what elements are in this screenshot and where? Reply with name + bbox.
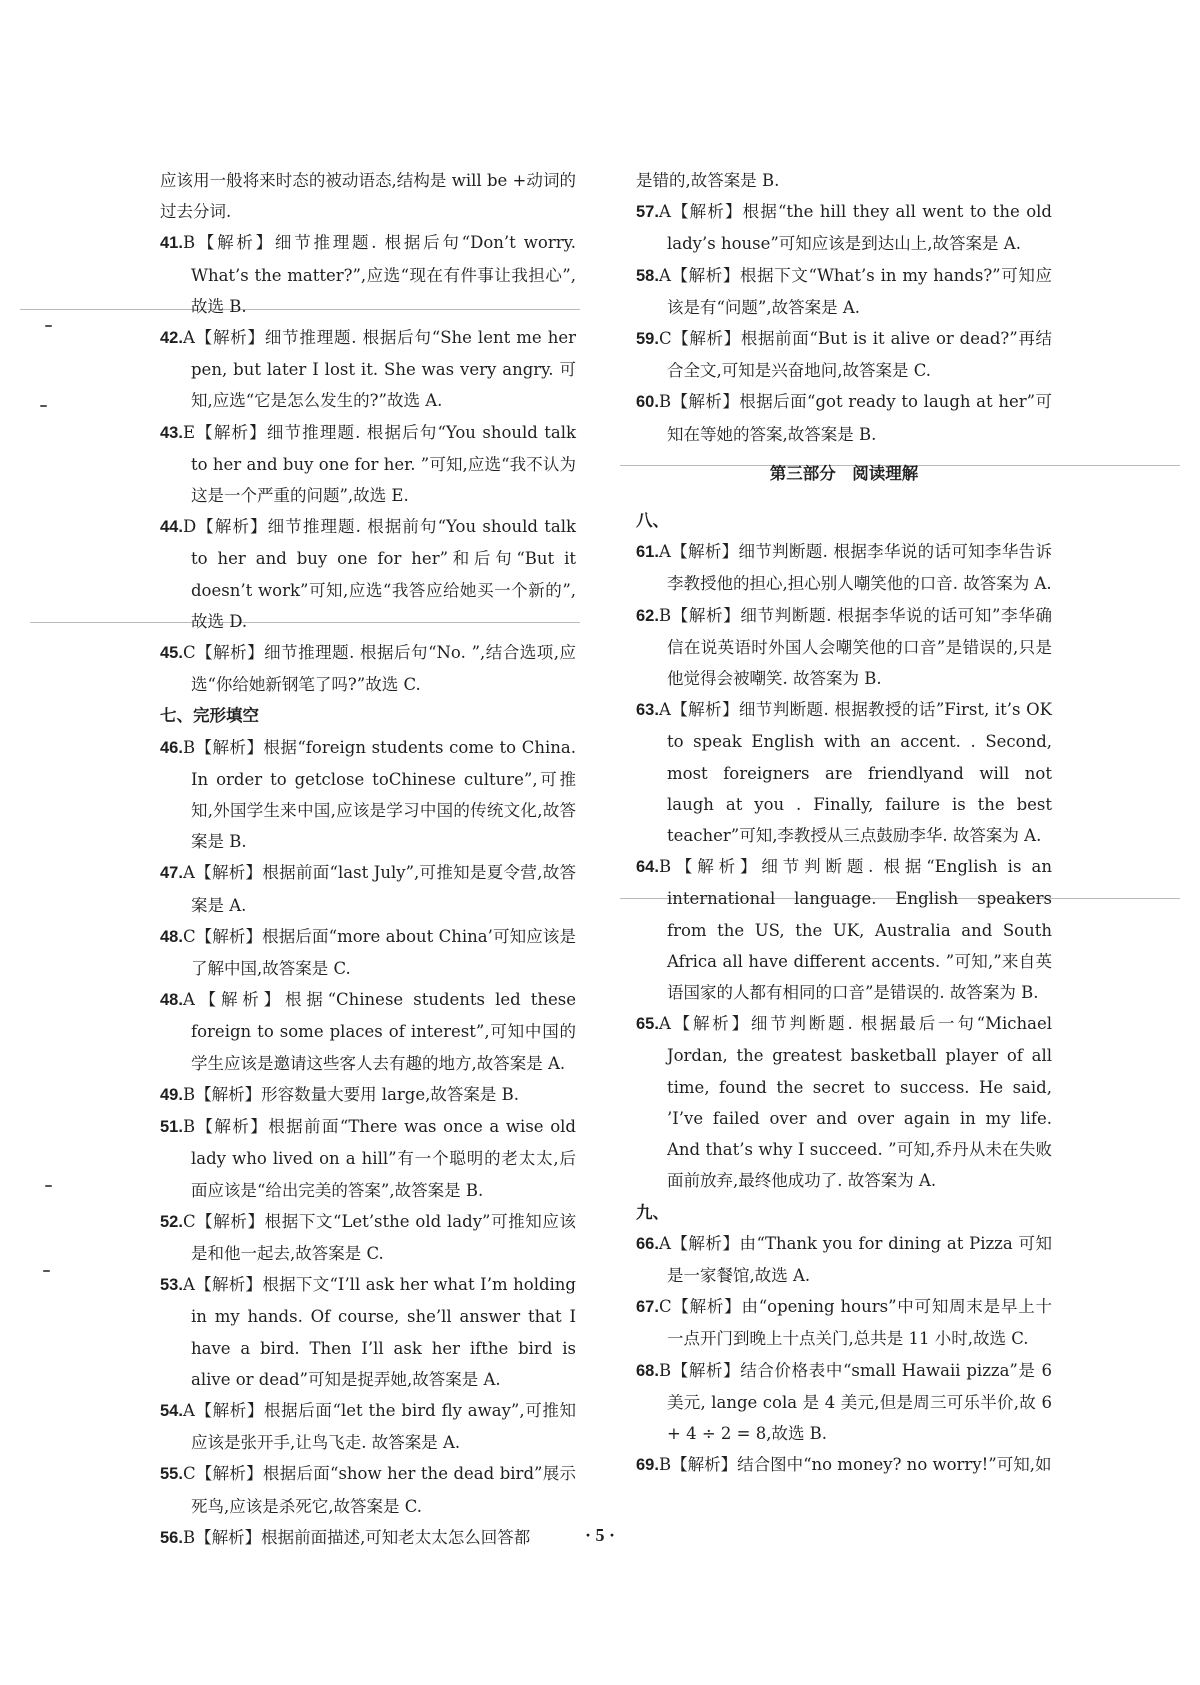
- answer-entry: [160, 857, 576, 920]
- entry-number: 58.: [636, 266, 659, 285]
- entry-text: A【解析】细节判断题. 根据教授的话”First, it’s OK to speak English with an accent. . Second, most foreigners are friendlyand will not laugh at you . Finally, failure is the best teacher”可知,李教授从三点鼓励李华. 故答案为 A.: [658, 700, 1052, 846]
- section-heading: 九、: [636, 1202, 669, 1222]
- answer-entry: [636, 851, 1052, 1008]
- answer-entry: [160, 921, 576, 984]
- entry-number: 56.: [160, 1528, 183, 1547]
- left-column: [160, 165, 576, 1554]
- entry-text: B【解析】形容数量大要用 large,故答案是 B.: [182, 1084, 519, 1104]
- answer-entry: [636, 1008, 1052, 1196]
- entry-number: 46.: [160, 738, 183, 757]
- entry-text: C【解析】根据后面“show her the dead bird”展示死鸟,应该是杀死它,故答案是 C.: [182, 1464, 576, 1516]
- page-number: · 5 ·: [584, 1525, 615, 1545]
- answer-entry: [160, 732, 576, 858]
- entry-text: C【解析】根据前面“But is it alive or dead?”再结合全文,可知是兴奋地问,故答案是 C.: [658, 329, 1052, 381]
- answer-entry: [160, 1458, 576, 1521]
- entry-text: A【解析】根据“the hill they all went to the old lady’s house”可知应该是到达山上,故答案是 A.: [658, 202, 1052, 254]
- entry-text: C【解析】根据后面“more about China’可知应该是了解中国,故答案是 C.: [182, 926, 576, 979]
- entry-number: 63.: [636, 701, 659, 720]
- entry-text: E【解析】细节推理题. 根据后句“You should talk to her and buy one for her. ”可知,应选“我不认为这是一个严重的问题”,故选 E.: [182, 422, 576, 506]
- entry-number: 62.: [636, 606, 659, 625]
- entry-text: A【解析】细节判断题. 根据李华说的话可知李华告诉李教授他的担心,担心别人嘲笑他的口音. 故答案为 A.: [658, 542, 1052, 594]
- entry-number: 51.: [160, 1118, 183, 1137]
- answer-entry: [636, 1449, 1052, 1481]
- entry-text: A【解析】由“Thank you for dining at Pizza 可知是一家餐馆,故选 A.: [658, 1233, 1052, 1285]
- entry-number: 60.: [636, 393, 659, 412]
- entry-number: 41.: [160, 234, 183, 253]
- entry-number: 42.: [160, 329, 183, 348]
- answer-entry: [160, 984, 576, 1079]
- entry-text: A【解析】根据后面“let the bird fly away”,可推知应该是张开手,让鸟飞走. 故答案是 A.: [182, 1400, 576, 1453]
- entry-text: B【解析】结合价格表中“small Hawaii pizza”是 6 美元, lange cola 是 4 美元,但是周三可乐半价,故 6 + 4 ÷ 2 = 8,故选 B.: [658, 1360, 1052, 1443]
- entry-text: C【解析】由“opening hours”中可知周末是早上十一点开门到晚上十点关门,总共是 11 小时,故选 C.: [658, 1297, 1052, 1349]
- entry-number: 44.: [160, 518, 183, 537]
- entry-text: B【解析】细节推理题. 根据后句“Don’t worry. What’s the matter?”,应选“现在有件事让我担心”,故选 B.: [182, 233, 576, 316]
- answer-entry: [160, 1079, 576, 1111]
- answer-entry: [636, 694, 1052, 851]
- section-heading: 七、完形填空: [160, 706, 259, 726]
- answer-entry: [636, 323, 1052, 386]
- scan-speck: [45, 325, 52, 327]
- entry-number: 49.: [160, 1085, 183, 1104]
- entry-text: B【解析】根据后面“got ready to laugh at her”可知在等她的答案,故答案是 B.: [658, 392, 1052, 444]
- answer-entry: [160, 227, 576, 322]
- entry-number: 64.: [636, 858, 659, 877]
- entry-text: B【解析】细节判断题. 根据“English is an international language. English speakers from the US, the UK, Australia and South Africa all have different accents. ”可知,”来自英语国家的人都有相同的口音”是错误的. 故答案为 B.: [658, 857, 1052, 1003]
- scan-speck: [40, 405, 47, 407]
- answer-entry: [636, 1291, 1052, 1354]
- entry-number: 66.: [636, 1234, 659, 1253]
- entry-text: B【解析】根据前面“There was once a wise old lady who lived on a hill”有一个聪明的老太太,后面应该是“给出完美的答案”,故答案是 B.: [182, 1117, 576, 1200]
- entry-number: 53.: [160, 1276, 183, 1295]
- entry-text: C【解析】根据下文“Let’sthe old lady”可推知应该是和他一起去,故答案是 C.: [182, 1211, 576, 1263]
- entry-number: 43.: [160, 423, 183, 442]
- right-column: [636, 165, 1052, 1481]
- entry-number: 54.: [160, 1401, 183, 1420]
- answer-entry: [636, 1228, 1052, 1291]
- scan-speck: [45, 1185, 52, 1187]
- entry-text: A【解析】根据下文“I’ll ask her what I’m holding in my hands. Of course, she’ll answer that I have a bird. Then I’ll ask her ifthe bird is alive or dead”可知是捉弄她,故答案是 A.: [182, 1275, 576, 1389]
- answer-entry: [160, 1111, 576, 1206]
- entry-number: 47.: [160, 864, 183, 883]
- entry-number: 67.: [636, 1298, 659, 1317]
- answer-entry: [160, 637, 576, 700]
- entry-number: 68.: [636, 1361, 659, 1380]
- entry-number: 69.: [636, 1456, 659, 1475]
- answer-entry: [636, 196, 1052, 259]
- answer-entry: [160, 1395, 576, 1458]
- intro-text: 是错的,故答案是 B.: [636, 171, 780, 190]
- answer-entry: [636, 600, 1052, 695]
- answer-entry: [160, 511, 576, 637]
- answer-entry: [636, 536, 1052, 599]
- entry-number: 65.: [636, 1015, 659, 1034]
- entry-text: D【解析】细节推理题. 根据前句“You should talk to her and buy one for her”和后句“But it doesn’t work”可知,应选“我答应给她买一个新的”,故选 D.: [182, 517, 576, 631]
- entry-text: A【解析】根据下文“What’s in my hands?”可知应该是有“问题”,故答案是 A.: [658, 265, 1052, 317]
- answer-entry: [636, 260, 1052, 323]
- entry-number: 57.: [636, 203, 659, 222]
- answer-entry: [160, 322, 576, 417]
- part-title: 第三部分 阅读理解: [769, 463, 919, 483]
- entry-text: B【解析】根据前面描述,可知老太太怎么回答都: [182, 1527, 531, 1547]
- entry-text: A【解析】根据“Chinese students led these foreign to some places of interest”,可知中国的学生应该是邀请这些客人去有趣的地方,故答案是 A.: [182, 990, 576, 1073]
- answer-entry: [160, 1269, 576, 1395]
- entry-number: 55.: [160, 1465, 183, 1484]
- answer-entry: [160, 417, 576, 512]
- answer-entry: [160, 1206, 576, 1269]
- entry-text: B【解析】结合图中“no money? no worry!”可知,如: [658, 1455, 1052, 1475]
- entry-number: 59.: [636, 330, 659, 349]
- entry-number: 48.: [160, 991, 183, 1010]
- entry-number: 52.: [160, 1212, 183, 1231]
- entry-number: 61.: [636, 543, 659, 562]
- entry-number: 45.: [160, 644, 183, 663]
- scan-speck: [43, 1270, 50, 1272]
- entry-text: B【解析】根据“foreign students come to China. In order to getclose toChinese culture”,可推知,外国学生来中国,应该是学习中国的传统文化,故答案是 B.: [182, 737, 576, 852]
- answer-entry: [636, 1355, 1052, 1450]
- entry-text: A【解析】根据前面“last July”,可推知是夏令营,故答案是 A.: [182, 863, 576, 915]
- intro-text: 应该用一般将来时态的被动语态,结构是 will be +动词的过去分词.: [160, 171, 576, 222]
- entry-number: 48.: [160, 927, 183, 946]
- entry-text: A【解析】细节判断题. 根据最后一句“Michael Jordan, the greatest basketball player of all time, found the secret to success. He said, ’I’ve failed over and over again in my life. And that’s why I succeed. ”可知,乔丹从未在失败面前放弃,最终他成功了. 故答案为 A.: [658, 1014, 1052, 1191]
- entry-text: B【解析】细节判断题. 根据李华说的话可知”李华确信在说英语时外国人会嘲笑他的口音”是错误的,只是他觉得会被嘲笑. 故答案为 B.: [658, 605, 1052, 689]
- answer-entry: [636, 386, 1052, 449]
- section-heading: 八、: [636, 511, 669, 531]
- entry-text: C【解析】细节推理题. 根据后句“No. ”,结合选项,应选“你给她新钢笔了吗?”故选 C.: [182, 643, 576, 695]
- entry-text: A【解析】细节推理题. 根据后句“She lent me her pen, but later I lost it. She was very angry. 可知,应选“它是怎么发生的?”故选 A.: [182, 328, 576, 411]
